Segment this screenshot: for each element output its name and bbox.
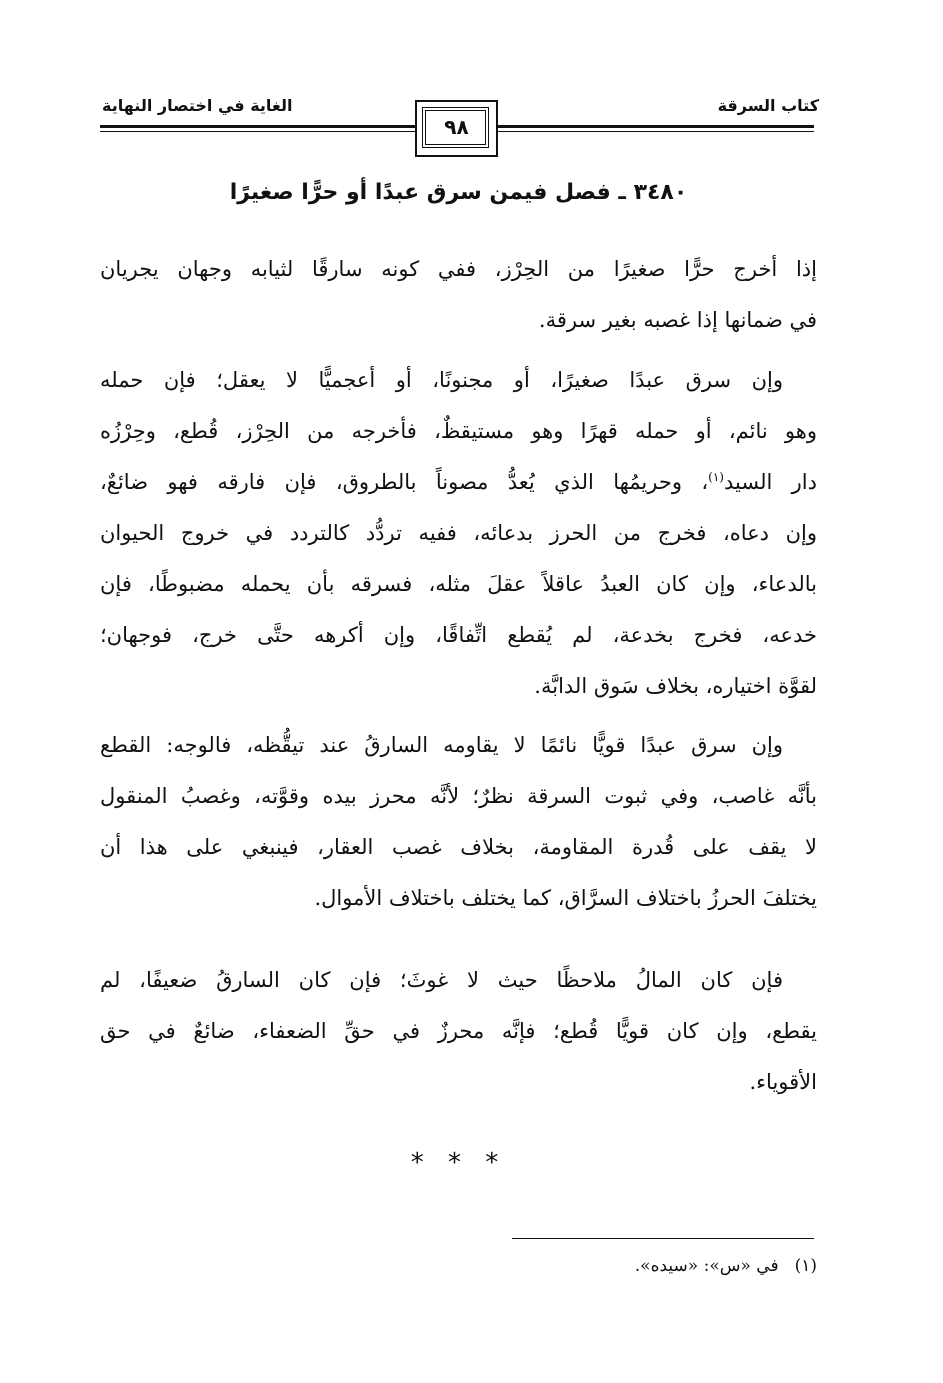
paragraph-line: في ضمانها إذا غصبه بغير سرقة. bbox=[538, 308, 817, 332]
paragraph-line: بالدعاء، وإن كان العبدُ عاقلاً عقلَ مثله، فسرقه بأن يحمله مضبوطًا، فإن bbox=[100, 572, 817, 596]
paragraph-line: فإن كان المالُ ملاحظًا حيث لا غوثَ؛ فإن كان السارقُ ضعيفًا، لم bbox=[100, 968, 783, 992]
section-separator: * * * bbox=[410, 1148, 507, 1178]
paragraph-3 bbox=[100, 720, 817, 924]
paragraph-4 bbox=[100, 955, 817, 1108]
paragraph-1 bbox=[100, 244, 817, 346]
footnote-reference[interactable]: (١) bbox=[708, 470, 724, 484]
paragraph-line: وإن دعاه، فخرج من الحرز بدعائه، ففيه تردُّد كالتردد في خروج الحيوان bbox=[100, 521, 817, 545]
paragraph-line: وإن سرق عبدًا قويًّا نائمًا لا يقاومه السارقُ عند تيقُّظه، فالوجه: القطع bbox=[100, 733, 783, 757]
running-header-book-title: الغاية في اختصار النهاية bbox=[102, 96, 293, 115]
paragraph-line: لا يقف على قُدرة المقاومة، بخلاف غصب العقار، فينبغي على هذا أن bbox=[100, 835, 817, 859]
paragraph-line: إذا أخرج حرًّا صغيرًا من الحِرْز، ففي كونه سارقًا لثيابه وجهان يجريان bbox=[100, 257, 817, 281]
paragraph-line: لقوَّة اختياره، بخلاف سَوق الدابَّة. bbox=[534, 674, 817, 698]
footnote-number: (١) bbox=[794, 1256, 817, 1276]
paragraph-2 bbox=[100, 355, 817, 712]
paragraph-line: الأقوياء. bbox=[749, 1070, 817, 1094]
paragraph-line: يختلفَ الحرزُ باختلاف السرَّاق، كما يختلف باختلاف الأموال. bbox=[314, 886, 817, 910]
running-header-chapter-title: كتاب السرقة bbox=[717, 96, 819, 115]
footnote-text: في «س»: «سيده». bbox=[634, 1256, 779, 1276]
paragraph-line: بأنَّه غاصب، وفي ثبوت السرقة نظرٌ؛ لأنَّه محرز بيده وقوَّته، وغصبُ المنقول bbox=[100, 784, 817, 808]
paragraph-line: خدعه، فخرج بخدعة، لم يُقطع اتِّفاقًا، وإن أكرهه حتَّى خرج، فوجهان؛ bbox=[100, 623, 817, 647]
paragraph-line: وإن سرق عبدًا صغيرًا، أو مجنونًا، أو أعجميًّا لا يعقل؛ فإن حمله bbox=[100, 368, 783, 392]
paragraph-line-with-footnote bbox=[100, 457, 817, 508]
line-text-part: ، وحريمُها الذي يُعدُّ مصوناً بالطروق، فإن فارقه فهو ضائعٌ، bbox=[100, 470, 709, 494]
paragraph-line: يقطع، وإن كان قويًّا قُطع؛ فإنَّه محرزٌ في حقِّ الضعفاء، ضائعٌ في حق bbox=[100, 1019, 817, 1043]
page-number-frame bbox=[415, 100, 498, 157]
paragraph-line: وهو نائم، أو حمله قهرًا وهو مستيقظٌ، فأخرجه من الحِرْز، قُطع، وحِرْزُه bbox=[100, 419, 817, 443]
footnote-rule bbox=[512, 1238, 814, 1239]
section-title: ٣٤٨٠ ـ فصل فيمن سرق عبدًا أو حرًّا صغيرًا bbox=[229, 180, 688, 205]
line-text-part: دار السيد bbox=[723, 470, 817, 494]
footnote bbox=[635, 1256, 817, 1276]
page-number: ٩٨ bbox=[444, 115, 469, 139]
